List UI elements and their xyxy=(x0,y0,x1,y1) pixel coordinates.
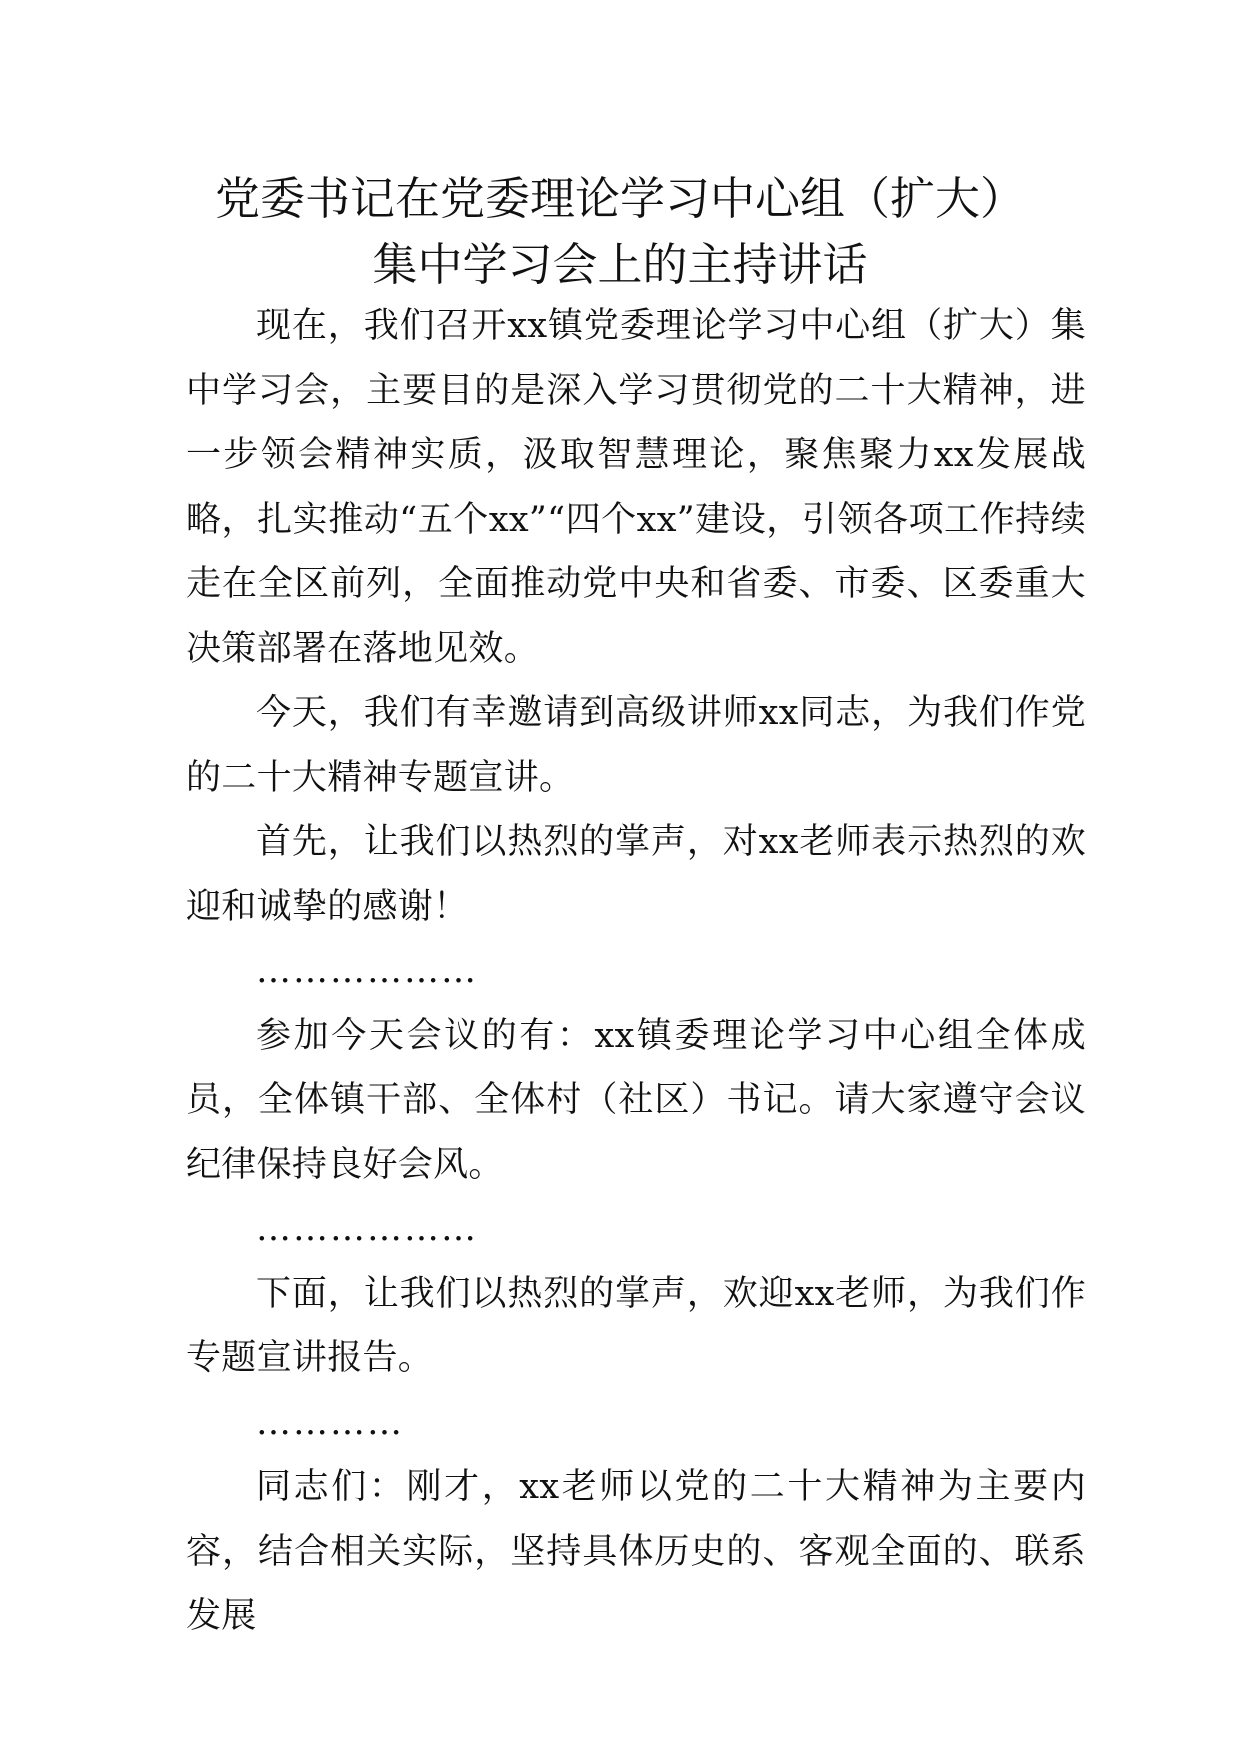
paragraph-welcome: 首先，让我们以热烈的掌声，对xx老师表示热烈的欢迎和诚挚的感谢！ xyxy=(186,822,1086,927)
document-body xyxy=(186,294,1086,1649)
paragraph-invite-speaker: 下面，让我们以热烈的掌声，欢迎xx老师，为我们作专题宣讲报告。 xyxy=(186,1273,1086,1378)
paragraph-summary: 同志们：刚才，xx老师以党的二十大精神为主要内容，结合相关实际，坚持具体历史的、客观全面的、联系发展 xyxy=(186,1467,1086,1636)
document-title-line-1: 党委书记在党委理论学习中心组（扩大） xyxy=(214,172,1025,225)
ellipsis-separator: ………… xyxy=(256,1402,404,1443)
paragraph-attendees: 参加今天会议的有：xx镇委理论学习中心组全体成员，全体镇干部、全体村（社区）书记。请大家遵守会议纪律保持良好会风。 xyxy=(186,1015,1086,1185)
paragraph-opening: 现在，我们召开xx镇党委理论学习中心组（扩大）集中学习会，主要目的是深入学习贯彻党的二十大精神，进一步领会精神实质，汲取智慧理论，聚焦聚力xx发展战略，扎实推动“五个xx”“四个xx”建设，引领各项工作持续走在全区前列，全面推动党中央和省委、市委、区委重大决策部署在落地见效。 xyxy=(186,306,1086,669)
paragraph-guest-introduction: 今天，我们有幸邀请到高级讲师xx同志，为我们作党的二十大精神专题宣讲。 xyxy=(186,693,1086,798)
ellipsis-separator: ……………… xyxy=(256,1209,478,1249)
ellipsis-separator: ……………… xyxy=(256,951,478,991)
document-title-line-2: 集中学习会上的主持讲话 xyxy=(372,238,868,291)
